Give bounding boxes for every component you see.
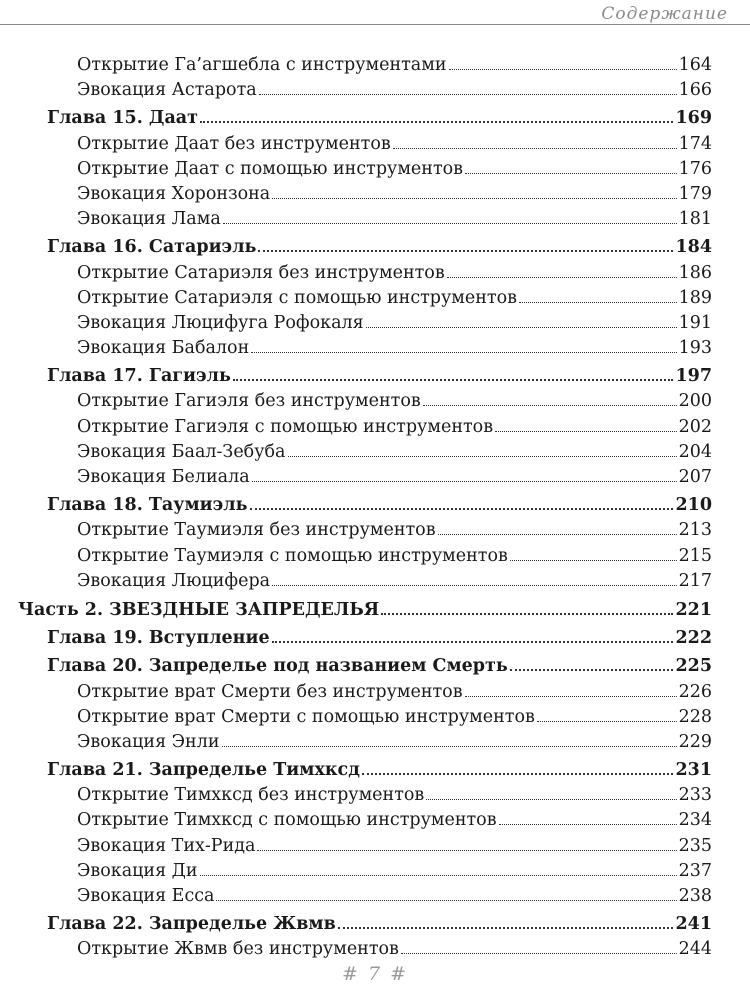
toc-entry-page: 213 <box>678 520 712 541</box>
toc-entry-label: Эвокация Баал-Зебуба <box>77 441 286 462</box>
toc-entry-page: 207 <box>678 467 712 487</box>
toc-entry-page: 176 <box>678 158 712 179</box>
toc-entry-page: 215 <box>678 545 712 566</box>
toc-section-entry <box>0 415 750 440</box>
dot-leader <box>288 456 677 457</box>
toc-chapter-entry <box>0 654 750 679</box>
dot-leader <box>252 481 677 482</box>
dot-leader <box>200 121 673 123</box>
dot-leader <box>222 746 677 747</box>
toc-section-entry <box>0 207 750 232</box>
toc-section-entry <box>0 544 750 569</box>
toc-entry-page: 237 <box>678 860 712 881</box>
toc-entry-page: 202 <box>678 416 712 437</box>
dot-leader <box>438 534 677 535</box>
dot-leader <box>519 302 677 303</box>
dot-leader <box>362 773 674 775</box>
page-number: # 7 # <box>341 963 408 985</box>
dot-leader <box>259 94 677 95</box>
toc-entry-label: Открытие Таумиэля с помощью инструментов <box>77 545 508 566</box>
toc-entry-label: Глава 17. Гагиэль <box>47 366 231 387</box>
toc-entry-label: Глава 22. Запределье Жвмв <box>47 914 336 935</box>
dot-leader <box>393 148 677 149</box>
toc-section-entry <box>0 53 750 78</box>
toc-section-entry <box>0 937 750 962</box>
toc-entry-label: Открытие Даат без инструментов <box>77 133 391 154</box>
dot-leader <box>233 379 674 381</box>
toc-entry-label: Глава 18. Таумиэль <box>47 495 248 516</box>
toc-section-entry <box>0 834 750 859</box>
toc-section-entry <box>0 286 750 311</box>
toc-entry-page: 235 <box>678 835 712 856</box>
toc-entry-page: 189 <box>678 287 712 308</box>
toc-section-entry <box>0 859 750 884</box>
toc-entry-page: 228 <box>678 706 712 727</box>
toc-entry-label: Эвокация Лама <box>77 209 221 230</box>
toc-entry-page: 226 <box>678 681 712 702</box>
toc-entry-label: Эвокация Бабалон <box>77 338 250 359</box>
toc-entry-label: Эвокация Белиала <box>77 467 250 487</box>
toc-entry-page: 181 <box>678 209 712 230</box>
toc-entry-page: 244 <box>678 939 712 960</box>
dot-leader <box>465 173 677 174</box>
toc-entry-page: 200 <box>678 391 712 412</box>
toc-section-entry <box>0 730 750 755</box>
running-header <box>0 0 750 40</box>
dot-leader <box>401 953 677 954</box>
toc-entry-label: Глава 21. Запределье Тимхксд <box>47 760 360 781</box>
toc-entry-label: Открытие Гагиэля с помощью инструментов <box>77 416 494 437</box>
toc-entry-page: 166 <box>678 80 712 101</box>
toc-chapter-entry <box>0 106 750 131</box>
toc-entry-label: Открытие врат Смерти без инструментов <box>77 681 463 702</box>
toc-entry-label: Открытие Тимхксд с помощью инструментов <box>77 810 497 831</box>
toc-entry-label: Открытие врат Смерти с помощью инструментов <box>77 706 535 727</box>
toc-entry-label: Открытие Жвмв без инструментов <box>77 939 399 960</box>
dot-leader <box>338 927 674 929</box>
toc-section-entry <box>0 132 750 157</box>
toc-chapter-entry <box>0 626 750 651</box>
toc-entry-page: 229 <box>678 731 712 752</box>
dot-leader <box>216 900 676 901</box>
toc-entry-label: Часть 2. ЗВЕЗДНЫЕ ЗАПРЕДЕЛЬЯ <box>18 599 380 620</box>
dot-leader <box>251 352 676 353</box>
toc-section-entry <box>0 884 750 909</box>
toc-entry-label: Открытие Сатариэля с помощью инструментов <box>77 287 518 308</box>
toc-entry-label: Эвокация Астарота <box>77 80 257 101</box>
toc-entry-label: Эвокация Ди <box>77 860 198 881</box>
table-of-contents <box>0 53 750 963</box>
toc-section-entry <box>0 569 750 594</box>
toc-entry-label: Эвокация Люцифера <box>77 570 271 591</box>
toc-entry-page: 164 <box>678 55 712 75</box>
toc-entry-page: 225 <box>675 656 712 677</box>
dot-leader <box>495 431 677 432</box>
toc-section-entry <box>0 261 750 286</box>
toc-entry-label: Глава 16. Сатариэль <box>47 237 257 258</box>
toc-entry-label: Эвокация Есса <box>77 886 215 906</box>
toc-section-entry <box>0 389 750 414</box>
toc-entry-page: 169 <box>675 108 712 129</box>
dot-leader <box>200 875 677 876</box>
header-rule <box>0 24 750 25</box>
toc-entry-label: Эвокация Люцифуга Рофокаля <box>77 312 364 333</box>
dot-leader <box>449 69 677 70</box>
toc-section-entry <box>0 182 750 207</box>
toc-entry-label: Открытие Даат с помощью инструментов <box>77 158 464 179</box>
toc-entry-page: 174 <box>678 133 712 154</box>
toc-entry-page: 179 <box>678 183 712 204</box>
toc-section-entry <box>0 440 750 465</box>
page-footer <box>0 963 750 993</box>
toc-entry-page: 191 <box>678 312 712 333</box>
toc-entry-label: Открытие Га’агшебла с инструментами <box>77 55 447 75</box>
toc-entry-page: 221 <box>675 599 712 620</box>
toc-entry-label: Глава 15. Даат <box>47 108 198 129</box>
toc-entry-page: 217 <box>678 570 712 591</box>
dot-leader <box>272 641 674 643</box>
toc-section-entry <box>0 78 750 103</box>
dot-leader <box>510 669 674 671</box>
toc-section-entry <box>0 311 750 336</box>
dot-leader <box>423 405 677 406</box>
toc-entry-page: 233 <box>678 785 712 806</box>
dot-leader <box>465 696 677 697</box>
toc-section-entry <box>0 518 750 543</box>
toc-chapter-entry <box>0 758 750 783</box>
toc-chapter-entry <box>0 493 750 518</box>
dot-leader <box>272 585 676 586</box>
dot-leader <box>426 799 676 800</box>
toc-entry-label: Эвокация Хоронзона <box>77 183 271 204</box>
toc-entry-page: 210 <box>675 495 712 516</box>
toc-entry-page: 193 <box>678 338 712 359</box>
toc-section-entry <box>0 680 750 705</box>
toc-entry-label: Эвокация Тих-Рида <box>77 835 256 856</box>
toc-section-entry <box>0 808 750 833</box>
toc-section-entry <box>0 157 750 182</box>
dot-leader <box>223 223 677 224</box>
dot-leader <box>258 250 673 252</box>
dot-leader <box>250 508 674 510</box>
toc-entry-page: 186 <box>678 262 712 283</box>
toc-chapter-entry <box>0 912 750 937</box>
dot-leader <box>537 721 677 722</box>
toc-section-entry <box>0 705 750 730</box>
toc-section-entry <box>0 783 750 808</box>
toc-entry-page: 197 <box>675 366 712 387</box>
toc-entry-label: Открытие Сатариэля без инструментов <box>77 262 445 283</box>
header-title: Содержание <box>591 4 728 24</box>
toc-entry-page: 222 <box>675 628 712 649</box>
dot-leader <box>499 824 677 825</box>
dot-leader <box>447 277 677 278</box>
toc-part-entry <box>0 598 750 623</box>
dot-leader <box>381 613 673 615</box>
toc-entry-label: Открытие Таумиэля без инструментов <box>77 520 436 541</box>
toc-chapter-entry <box>0 364 750 389</box>
toc-entry-label: Глава 19. Вступление <box>47 628 270 649</box>
dot-leader <box>366 327 677 328</box>
dot-leader <box>272 198 676 199</box>
toc-entry-page: 204 <box>678 441 712 462</box>
toc-chapter-entry <box>0 235 750 260</box>
toc-entry-page: 241 <box>675 914 712 935</box>
toc-section-entry <box>0 336 750 361</box>
toc-entry-label: Открытие Гагиэля без инструментов <box>77 391 421 412</box>
dot-leader <box>510 560 677 561</box>
toc-entry-page: 238 <box>678 886 712 906</box>
dot-leader <box>257 850 676 851</box>
toc-entry-page: 234 <box>678 810 712 831</box>
toc-entry-label: Открытие Тимхксд без инструментов <box>77 785 425 806</box>
toc-entry-label: Эвокация Энли <box>77 731 220 752</box>
toc-entry-page: 231 <box>675 760 712 781</box>
toc-entry-label: Глава 20. Запределье под названием Смерть <box>47 656 508 677</box>
toc-section-entry <box>0 465 750 490</box>
toc-entry-page: 184 <box>675 237 712 258</box>
